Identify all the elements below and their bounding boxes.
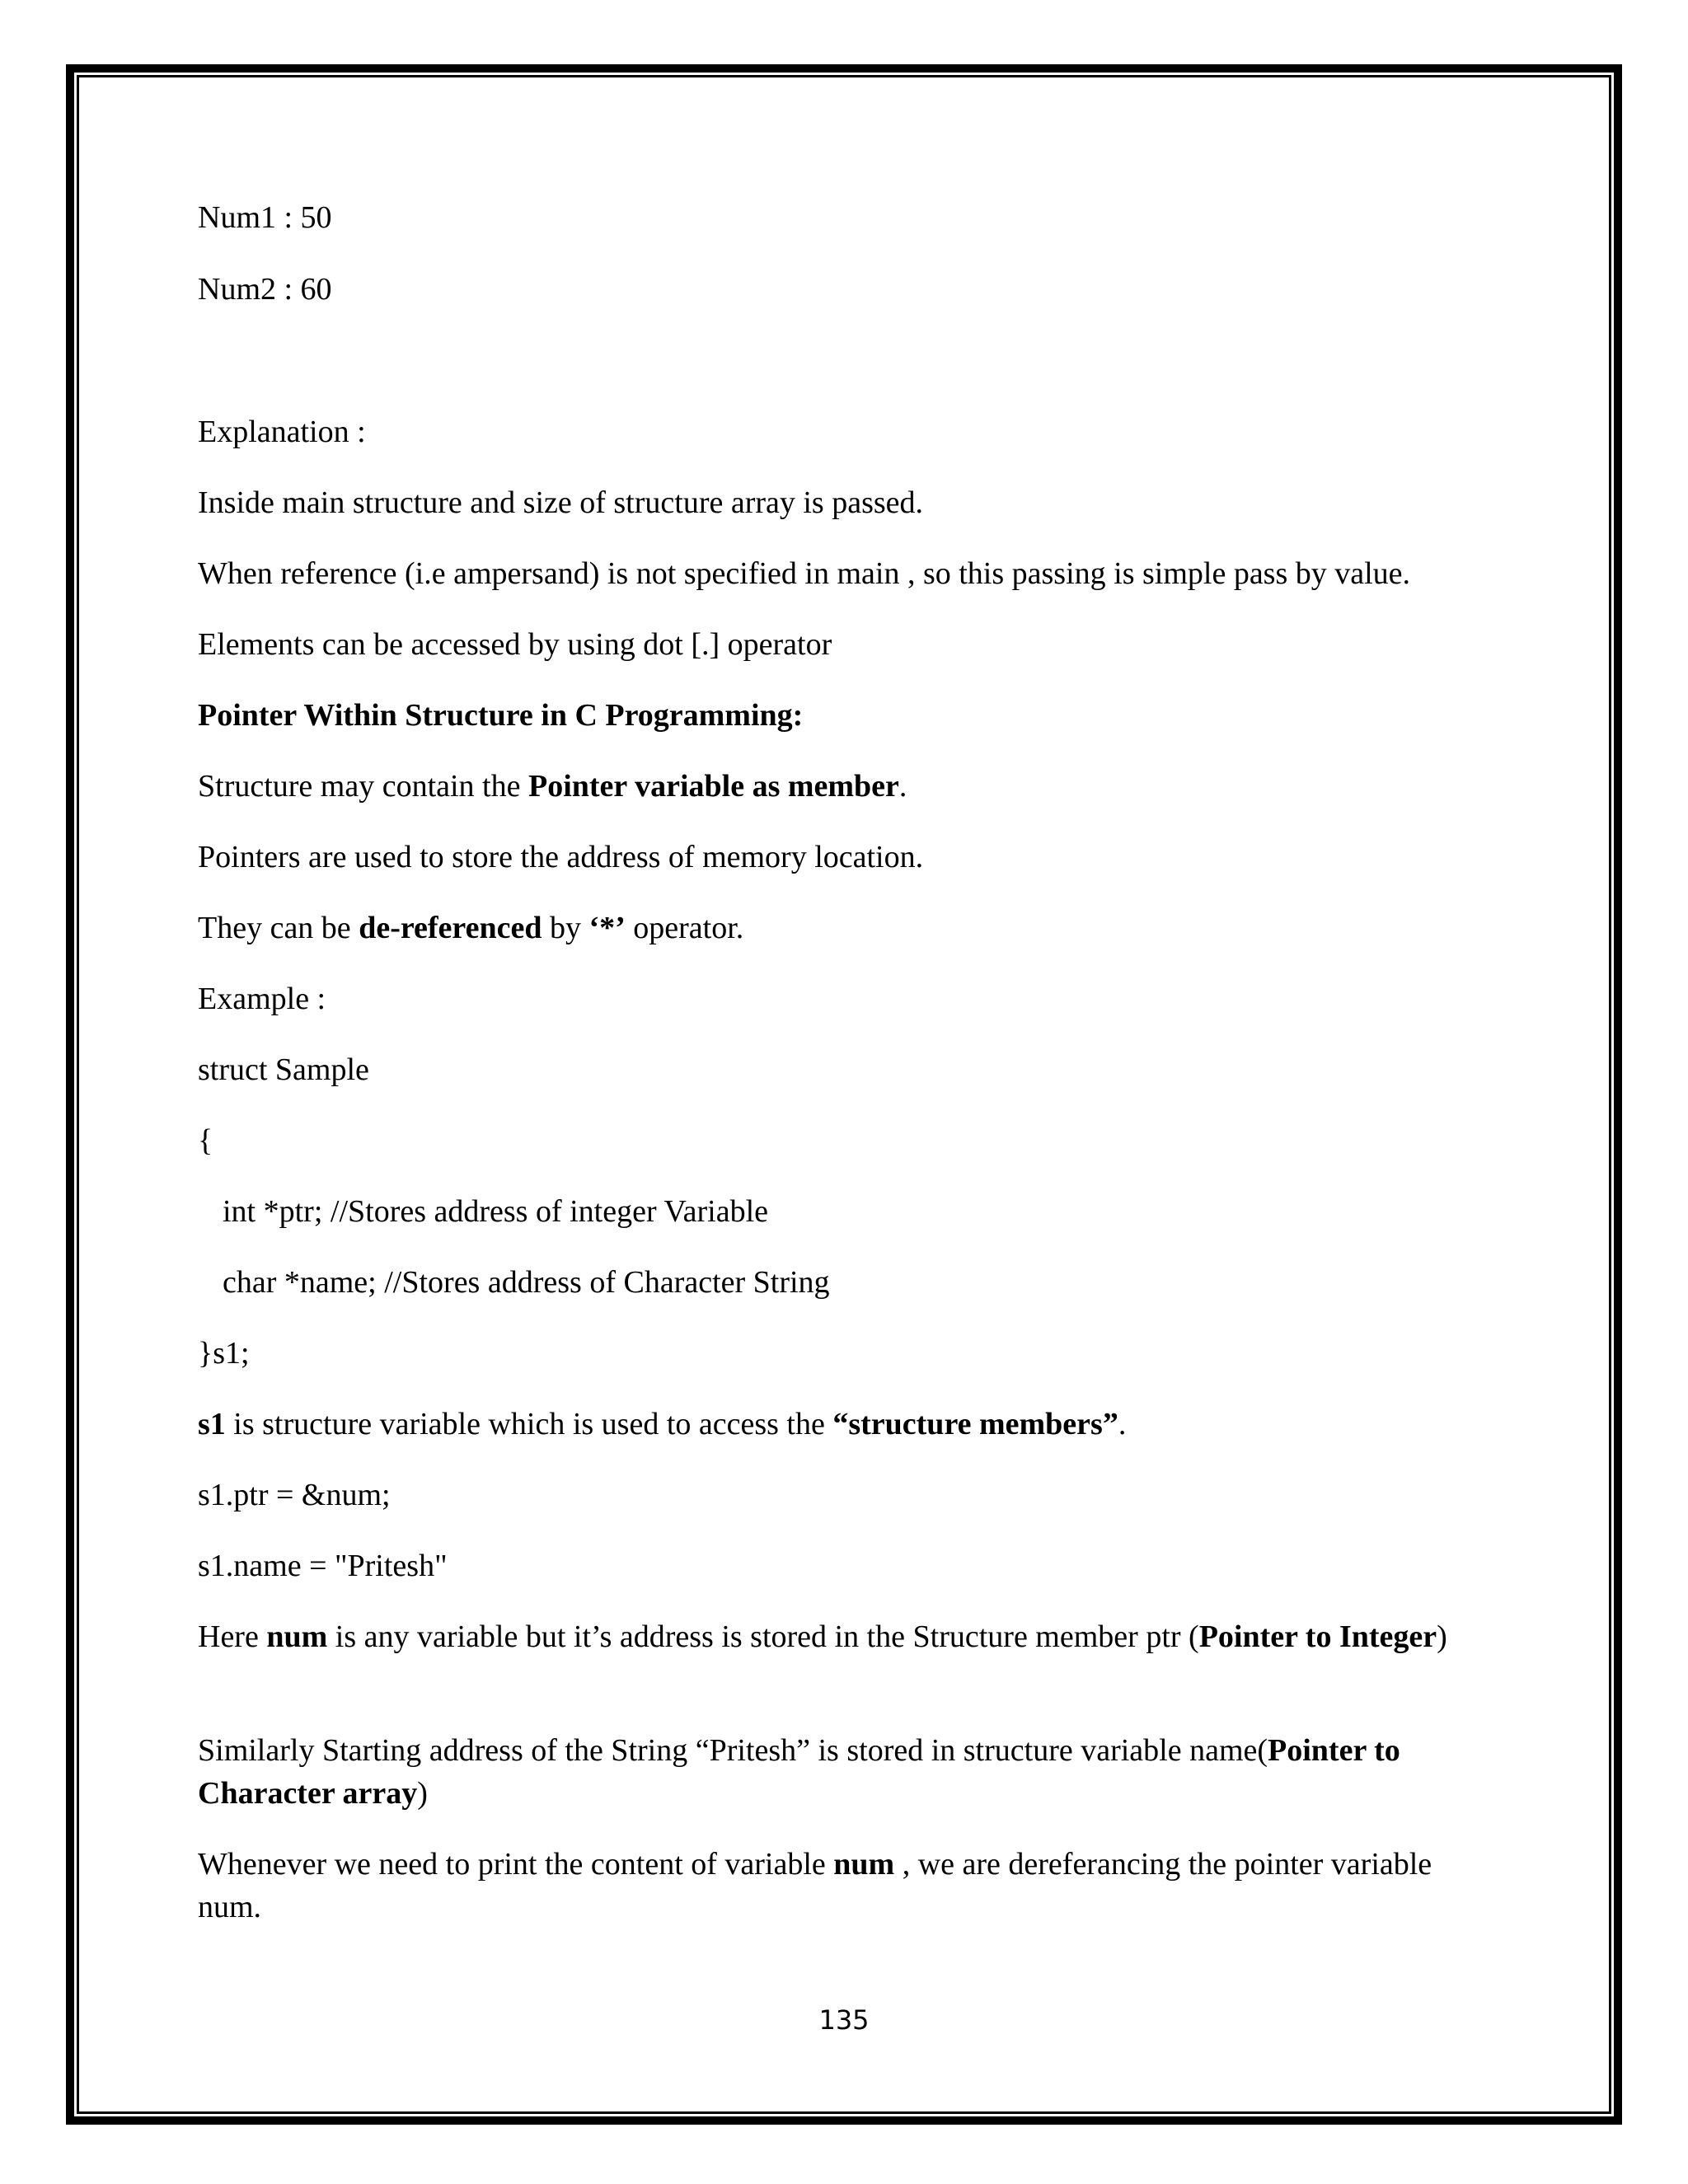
- paragraph-here-b: num: [266, 1619, 328, 1654]
- paragraph-similarly-b: Pointer to Character array: [198, 1733, 1400, 1811]
- explanation-heading: Explanation :: [198, 415, 366, 449]
- code-line-4: char *name; //Stores address of Character String: [223, 1265, 830, 1300]
- paragraph-pointer-member-a: Structure may contain the: [198, 769, 528, 804]
- output-line-num2: Num2 : 60: [198, 272, 332, 307]
- paragraph-s1-b: is structure variable which is used to access the: [225, 1407, 833, 1441]
- paragraph-whenever: [198, 1843, 1500, 1929]
- paragraph-here-a: Here: [198, 1619, 267, 1654]
- paragraph-dereference: [198, 907, 743, 949]
- paragraph-pointer-member-c: .: [898, 769, 907, 804]
- paragraph-pointer-member: [198, 765, 907, 808]
- paragraph-dereference-c: by: [542, 911, 589, 945]
- paragraph-similarly: [198, 1729, 1500, 1815]
- paragraph-s1-a: s1: [198, 1407, 226, 1441]
- paragraph-s1-c: “structure members”: [832, 1407, 1118, 1441]
- code-line-1: struct Sample: [198, 1052, 369, 1087]
- paragraph-here-d: Pointer to Integer: [1198, 1619, 1437, 1654]
- explanation-line-2: When reference (i.e ampersand) is not specified in main , so this passing is simple pass by value.: [198, 556, 1411, 591]
- paragraph-dereference-b: de-referenced: [359, 911, 542, 945]
- paragraph-here-c: is any variable but it’s address is stored in the Structure member ptr (: [327, 1619, 1199, 1654]
- page-number: 135: [818, 2004, 870, 2036]
- paragraph-here: [198, 1615, 1500, 1658]
- paragraph-s1-d: .: [1118, 1407, 1127, 1441]
- example-label: Example :: [198, 982, 326, 1016]
- output-line-num1: Num1 : 50: [198, 200, 332, 235]
- paragraph-dereference-d: ‘*’: [588, 911, 626, 945]
- paragraph-whenever-b: num: [833, 1847, 895, 1882]
- code-line-5: }s1;: [198, 1336, 250, 1371]
- explanation-line-1: Inside main structure and size of structure array is passed.: [198, 485, 924, 520]
- code-line-2: {: [198, 1123, 213, 1158]
- explanation-line-3: Elements can be accessed by using dot [.] operator: [198, 627, 832, 662]
- paragraph-dereference-a: They can be: [198, 911, 359, 945]
- paragraph-similarly-a: Similarly Starting address of the String “Pritesh” is stored in structure variable name(: [198, 1733, 1268, 1768]
- code-line-3: int *ptr; //Stores address of integer Variable: [223, 1194, 769, 1229]
- section-heading: [198, 694, 803, 737]
- paragraph-pointers-store: Pointers are used to store the address of memory location.: [198, 840, 924, 874]
- assign-line-1: s1.ptr = &num;: [198, 1478, 391, 1512]
- paragraph-here-e: ): [1437, 1619, 1447, 1654]
- paragraph-pointer-member-b: Pointer variable as member: [528, 769, 899, 804]
- assign-line-2: s1.name = "Pritesh": [198, 1549, 448, 1583]
- section-heading-text: Pointer Within Structure in C Programming:: [198, 698, 804, 733]
- paragraph-similarly-c: ): [417, 1776, 428, 1811]
- paragraph-whenever-a: Whenever we need to print the content of variable: [198, 1847, 834, 1882]
- paragraph-whenever-c: , we are dereferancing the pointer variable num.: [198, 1847, 1432, 1924]
- paragraph-s1: [198, 1403, 1126, 1446]
- paragraph-dereference-e: operator.: [625, 911, 744, 945]
